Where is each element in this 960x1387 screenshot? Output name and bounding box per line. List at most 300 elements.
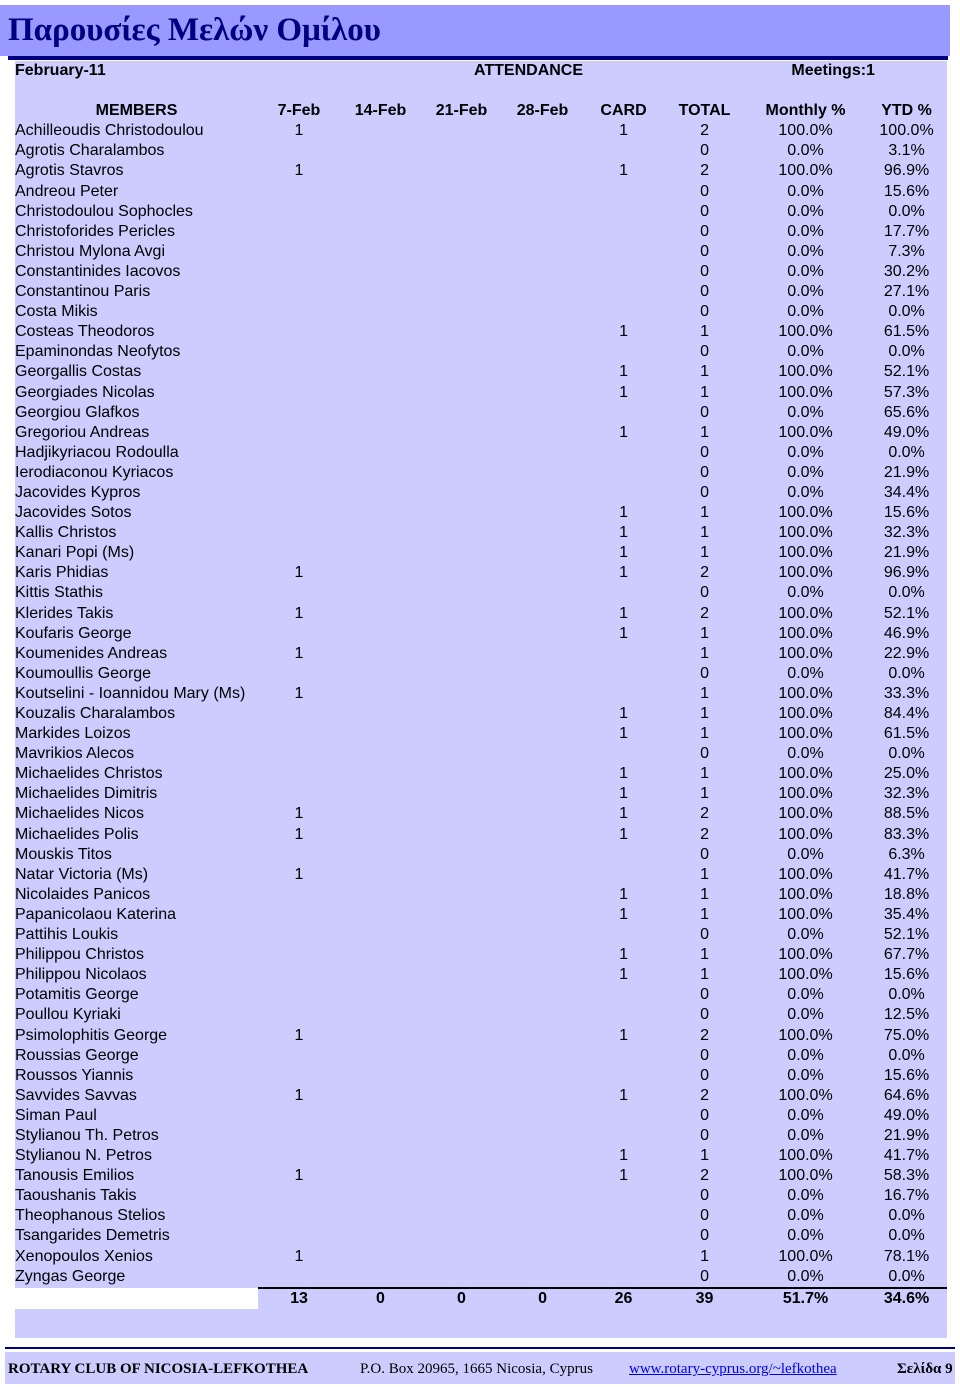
monthly-pct-cell: 100.0% [778, 383, 833, 401]
member-name: Costa Mikis [15, 303, 98, 321]
monthly-pct-cell: 100.0% [778, 1086, 833, 1104]
table-row [15, 583, 947, 603]
table-row [15, 865, 947, 885]
report-header-row [15, 61, 947, 81]
ytd-pct-cell: 12.5% [883, 1006, 930, 1024]
week-4-cell [502, 865, 583, 885]
card-cell [583, 1226, 664, 1246]
table-row [15, 443, 947, 463]
week-1-cell: 1 [294, 865, 304, 883]
table-row [15, 1066, 947, 1086]
ytd-pct-cell: 100.0% [879, 122, 934, 140]
total-cell: 1 [700, 544, 709, 562]
card-cell: 1 [619, 162, 628, 180]
week-2-cell [340, 784, 421, 804]
ytd-pct-cell: 0.0% [888, 343, 925, 361]
monthly-pct-cell: 100.0% [778, 885, 833, 903]
total-cell: 1 [700, 1247, 709, 1265]
week-1-cell [258, 1226, 340, 1246]
table-row [15, 684, 947, 704]
week-4-cell [502, 704, 583, 724]
ytd-pct-cell: 57.3% [883, 383, 930, 401]
meetings-label: Meetings: [791, 62, 867, 79]
week-4-cell [502, 563, 583, 583]
card-cell [583, 403, 664, 423]
week-1-cell [258, 282, 340, 302]
footer-divider [5, 1347, 955, 1349]
member-name: Koutselini - Ioannidou Mary (Ms) [15, 684, 246, 702]
table-row [15, 302, 947, 322]
week-3-cell [421, 423, 502, 443]
member-name: Roussos Yiannis [15, 1066, 134, 1084]
member-name: Kallis Christos [15, 524, 117, 542]
week-3-cell [421, 985, 502, 1005]
week-2-cell [340, 885, 421, 905]
total-cell: 0 [700, 1267, 709, 1285]
table-row [15, 463, 947, 483]
attendance-table [15, 61, 947, 1309]
total-cell: 0 [700, 142, 709, 160]
table-row [15, 825, 947, 845]
ytd-pct-cell: 21.9% [883, 1126, 930, 1144]
week-4-cell [502, 825, 583, 845]
member-name: Epaminondas Neofytos [15, 343, 181, 361]
member-name: Markides Loizos [15, 725, 131, 743]
monthly-pct-cell: 0.0% [787, 584, 824, 602]
ytd-pct-cell: 88.5% [883, 805, 930, 823]
week-4-cell [502, 985, 583, 1005]
week-3-cell [421, 242, 502, 262]
monthly-pct-cell: 100.0% [778, 805, 833, 823]
week-1-cell [258, 222, 340, 242]
table-row [15, 423, 947, 443]
week-1-cell: 1 [294, 1026, 304, 1044]
week-2-cell [340, 403, 421, 423]
total-cell: 0 [700, 664, 709, 682]
monthly-pct-cell: 100.0% [778, 644, 833, 662]
total-cell: 0 [700, 1006, 709, 1024]
total-cell: 0 [700, 1187, 709, 1205]
card-cell: 1 [619, 966, 628, 984]
ytd-pct-cell: 84.4% [883, 705, 930, 722]
ytd-pct-cell: 96.9% [883, 162, 930, 180]
ytd-pct-cell: 32.3% [883, 524, 930, 542]
member-name: Tanousis Emilios [15, 1167, 135, 1185]
week-4-cell [502, 182, 583, 202]
week-2-cell [340, 764, 421, 784]
total-cell: 1 [700, 363, 709, 381]
week-3-cell [421, 543, 502, 563]
week-2-cell [340, 1005, 421, 1025]
column-header-row [15, 101, 947, 121]
ytd-pct-cell: 0.0% [888, 1046, 925, 1064]
week-1-cell [258, 403, 340, 423]
card-cell: 1 [619, 1086, 628, 1104]
monthly-pct-cell: 0.0% [787, 202, 824, 220]
total-cell: 0 [700, 986, 709, 1004]
member-name: Potamitis George [15, 986, 139, 1004]
week-1-cell [258, 383, 340, 403]
footer-page-number: Σελίδα 9 [897, 1361, 953, 1377]
week-4-cell [502, 1005, 583, 1025]
total-cell: 1 [700, 383, 709, 401]
meetings-count: 1 [866, 62, 875, 79]
week-4-cell [502, 583, 583, 603]
table-row [15, 965, 947, 985]
card-cell: 1 [619, 885, 628, 903]
total-cell: 0 [700, 222, 709, 240]
card-cell [583, 744, 664, 764]
table-row [15, 804, 947, 824]
week-4-cell [502, 1206, 583, 1226]
week-3-cell [421, 845, 502, 865]
week-1-cell [258, 342, 340, 362]
monthly-pct-cell: 0.0% [787, 222, 824, 240]
week-2-cell [340, 322, 421, 342]
monthly-pct-cell: 0.0% [787, 1046, 824, 1064]
monthly-pct-cell: 100.0% [778, 725, 833, 743]
total-cell: 0 [700, 242, 709, 260]
ytd-pct-cell: 52.1% [883, 604, 930, 622]
total-cell: 1 [700, 785, 709, 803]
member-name: Theophanous Stelios [15, 1207, 166, 1225]
ytd-pct-cell: 67.7% [883, 946, 930, 964]
week-4-cell [502, 1126, 583, 1146]
week-3-cell [421, 403, 502, 423]
ytd-pct-cell: 65.6% [883, 403, 930, 421]
week-2-cell [340, 121, 421, 141]
column-header: 28-Feb [516, 102, 569, 120]
total-cell: 0 [700, 926, 709, 944]
card-cell: 1 [619, 725, 628, 743]
week-1-cell [258, 1146, 340, 1166]
column-header: 21-Feb [435, 102, 488, 120]
member-name: Zyngas George [15, 1268, 126, 1286]
week-3-cell [421, 1005, 502, 1025]
total-cell: 2 [700, 564, 709, 582]
week-3-cell [421, 704, 502, 724]
member-name: Philippou Nicolaos [15, 966, 147, 984]
week-4-cell [502, 161, 583, 181]
week-3-cell [421, 1026, 502, 1046]
week-2-cell [340, 302, 421, 322]
week-3-cell [421, 342, 502, 362]
total-cell: 0 [700, 1106, 709, 1124]
table-row [15, 383, 947, 403]
monthly-pct-cell: 100.0% [778, 423, 833, 441]
monthly-pct-cell: 0.0% [787, 262, 824, 280]
monthly-pct-cell: 100.0% [778, 684, 833, 702]
week-2-cell [340, 1046, 421, 1066]
total-cell: 2 [700, 604, 709, 622]
member-name: Roussias George [15, 1046, 139, 1064]
week-2-cell [340, 845, 421, 865]
total-cell: 1 [700, 504, 709, 522]
table-row [15, 1146, 947, 1166]
member-name: Stylianou N. Petros [15, 1147, 152, 1165]
totals-row [15, 1288, 947, 1309]
week-3-cell [421, 362, 502, 382]
total-cell: 2 [700, 122, 709, 140]
week-2-cell [340, 563, 421, 583]
total-cell: 0 [700, 262, 709, 280]
week-1-cell [258, 1046, 340, 1066]
monthly-pct-cell: 100.0% [778, 162, 833, 180]
table-row [15, 1005, 947, 1025]
week-1-cell [258, 523, 340, 543]
week-4-cell [502, 262, 583, 282]
week-3-cell [421, 443, 502, 463]
ytd-pct-cell: 61.5% [883, 725, 930, 743]
monthly-pct-cell: 100.0% [778, 504, 833, 522]
week-4-cell [502, 684, 583, 704]
ytd-pct-cell: 33.3% [883, 684, 930, 702]
monthly-pct-cell: 100.0% [778, 966, 833, 984]
ytd-pct-cell: 18.8% [883, 885, 930, 903]
card-cell [583, 443, 664, 463]
week-1-cell [258, 1066, 340, 1086]
total-cell: 0 [700, 202, 709, 220]
ytd-pct-cell: 46.9% [883, 624, 930, 642]
week-3-cell [421, 503, 502, 523]
week-4-cell [502, 905, 583, 925]
week-4-cell [502, 1066, 583, 1086]
week-4-cell [502, 1166, 583, 1186]
week-2-cell [340, 423, 421, 443]
table-row [15, 161, 947, 181]
ytd-pct-cell: 0.0% [888, 745, 925, 763]
week-1-cell [258, 182, 340, 202]
week-1-cell [258, 945, 340, 965]
member-name: Georgallis Costas [15, 363, 142, 381]
week-4-cell [502, 121, 583, 141]
member-name: Agrotis Stavros [15, 162, 124, 180]
week-4-cell [502, 322, 583, 342]
table-row [15, 1267, 947, 1288]
week-2-cell [340, 141, 421, 161]
ytd-pct-cell: 21.9% [883, 463, 930, 481]
ytd-pct-cell: 3.1% [888, 142, 925, 160]
total-cell: 1 [700, 885, 709, 903]
week-3-cell [421, 383, 502, 403]
card-cell: 1 [619, 1026, 628, 1044]
table-row [15, 1126, 947, 1146]
week-1-cell: 1 [294, 564, 304, 582]
table-row [15, 563, 947, 583]
week-3-cell [421, 965, 502, 985]
card-cell: 1 [619, 423, 628, 441]
week-1-cell [258, 543, 340, 563]
week-3-cell [421, 262, 502, 282]
card-cell: 1 [619, 564, 628, 582]
monthly-pct-cell: 100.0% [778, 544, 833, 562]
monthly-pct-cell: 100.0% [778, 624, 833, 642]
week-2-cell [340, 1026, 421, 1046]
week-2-cell [340, 965, 421, 985]
monthly-pct-cell: 100.0% [778, 765, 833, 783]
column-header: 7-Feb [277, 102, 321, 120]
week-2-cell [340, 242, 421, 262]
report-month: February-11 [15, 62, 106, 79]
member-name: Christodoulou Sophocles [15, 202, 193, 220]
week-3-cell [421, 1086, 502, 1106]
total-cell: 0 [700, 483, 709, 501]
week-1-cell [258, 583, 340, 603]
table-row [15, 1206, 947, 1226]
monthly-pct-cell: 0.0% [787, 443, 824, 461]
card-cell: 1 [619, 1167, 628, 1185]
table-row [15, 523, 947, 543]
week-3-cell [421, 644, 502, 664]
ytd-pct-cell: 49.0% [883, 423, 930, 441]
week-1-cell [258, 202, 340, 222]
total-ytd-pct-cell: 34.6% [866, 1288, 947, 1309]
total-cell: 1 [700, 423, 709, 441]
table-row [15, 664, 947, 684]
monthly-pct-cell: 0.0% [787, 283, 824, 301]
week-2-cell [340, 342, 421, 362]
card-cell: 1 [619, 504, 628, 522]
table-row [15, 222, 947, 242]
total-cell: 1 [700, 684, 709, 702]
week-3-cell [421, 483, 502, 503]
week-3-cell [421, 563, 502, 583]
week-4-cell [502, 1267, 583, 1288]
total-cell: 1 [700, 644, 709, 662]
total-cell: 0 [700, 1126, 709, 1144]
week-4-cell [502, 965, 583, 985]
table-row [15, 342, 947, 362]
monthly-pct-cell: 100.0% [778, 363, 833, 381]
member-name: Koufaris George [15, 624, 132, 642]
table-row [15, 764, 947, 784]
ytd-pct-cell: 52.1% [883, 926, 930, 944]
total-cell: 0 [700, 182, 709, 200]
total-cell: 0 [700, 1207, 709, 1225]
week-2-cell [340, 1166, 421, 1186]
member-name: Hadjikyriacou Rodoulla [15, 443, 179, 461]
member-name: Psimolophitis George [15, 1026, 168, 1044]
week-1-cell: 1 [294, 684, 304, 702]
week-4-cell [502, 1106, 583, 1126]
total-card-cell: 26 [583, 1288, 664, 1309]
card-cell [583, 141, 664, 161]
week-1-cell [258, 1005, 340, 1025]
table-row [15, 644, 947, 664]
table-row [15, 1226, 947, 1246]
ytd-pct-cell: 75.0% [883, 1026, 930, 1044]
total-total-cell: 39 [664, 1288, 745, 1309]
table-row [15, 784, 947, 804]
week-3-cell [421, 1166, 502, 1186]
member-name: Savvides Savvas [15, 1086, 137, 1104]
card-cell [583, 865, 664, 885]
member-name: Natar Victoria (Ms) [15, 865, 149, 883]
card-cell [583, 282, 664, 302]
table-row [15, 985, 947, 1005]
week-3-cell [421, 302, 502, 322]
week-2-cell [340, 202, 421, 222]
member-name: Koumenides Andreas [15, 644, 168, 662]
member-name: Georgiades Nicolas [15, 383, 155, 401]
card-cell [583, 1126, 664, 1146]
table-row [15, 845, 947, 865]
week-2-cell [340, 463, 421, 483]
week-1-cell: 1 [294, 122, 304, 140]
total-cell: 1 [700, 524, 709, 542]
total-cell: 1 [700, 323, 709, 341]
footer-website-link[interactable]: www.rotary-cyprus.org/~lefkothea [629, 1361, 837, 1377]
week-1-cell: 1 [294, 604, 304, 622]
monthly-pct-cell: 0.0% [787, 745, 824, 763]
week-1-cell [258, 744, 340, 764]
ytd-pct-cell: 25.0% [883, 765, 930, 783]
card-cell [583, 985, 664, 1005]
ytd-pct-cell: 0.0% [888, 664, 925, 682]
ytd-pct-cell: 15.6% [883, 182, 930, 200]
week-4-cell [502, 925, 583, 945]
week-2-cell [340, 503, 421, 523]
table-row [15, 282, 947, 302]
member-name: Papanicolaou Katerina [15, 905, 177, 923]
ytd-pct-cell: 17.7% [883, 222, 930, 240]
week-4-cell [502, 1226, 583, 1246]
total-cell: 1 [700, 705, 709, 722]
week-3-cell [421, 1146, 502, 1166]
week-4-cell [502, 784, 583, 804]
week-4-cell [502, 1247, 583, 1267]
week-1-cell [258, 985, 340, 1005]
member-name: Christou Mylona Avgi [15, 242, 165, 260]
member-name: Mouskis Titos [15, 845, 112, 863]
week-2-cell [340, 925, 421, 945]
member-name: Kittis Stathis [15, 584, 104, 602]
table-row [15, 1086, 947, 1106]
monthly-pct-cell: 100.0% [778, 604, 833, 622]
week-2-cell [340, 583, 421, 603]
week-2-cell [340, 1146, 421, 1166]
card-cell: 1 [619, 323, 628, 341]
week-3-cell [421, 182, 502, 202]
week-3-cell [421, 905, 502, 925]
week-2-cell [340, 804, 421, 824]
week-1-cell [258, 141, 340, 161]
monthly-pct-cell: 0.0% [787, 1207, 824, 1225]
monthly-pct-cell: 100.0% [778, 865, 833, 883]
week-4-cell [502, 302, 583, 322]
table-row [15, 604, 947, 624]
card-cell: 1 [619, 624, 628, 642]
week-2-cell [340, 684, 421, 704]
ytd-pct-cell: 49.0% [883, 1106, 930, 1124]
ytd-pct-cell: 7.3% [888, 242, 925, 260]
monthly-pct-cell: 100.0% [778, 1247, 833, 1265]
total-week-1-cell: 13 [258, 1288, 340, 1309]
ytd-pct-cell: 0.0% [888, 1267, 925, 1285]
week-1-cell [258, 845, 340, 865]
member-name: Michaelides Polis [15, 825, 139, 843]
card-cell [583, 262, 664, 282]
week-1-cell: 1 [294, 1167, 304, 1185]
monthly-pct-cell: 100.0% [778, 1167, 833, 1185]
week-3-cell [421, 121, 502, 141]
week-3-cell [421, 282, 502, 302]
card-cell [583, 684, 664, 704]
monthly-pct-cell: 100.0% [778, 825, 833, 843]
week-3-cell [421, 764, 502, 784]
ytd-pct-cell: 16.7% [883, 1187, 930, 1205]
week-3-cell [421, 1247, 502, 1267]
